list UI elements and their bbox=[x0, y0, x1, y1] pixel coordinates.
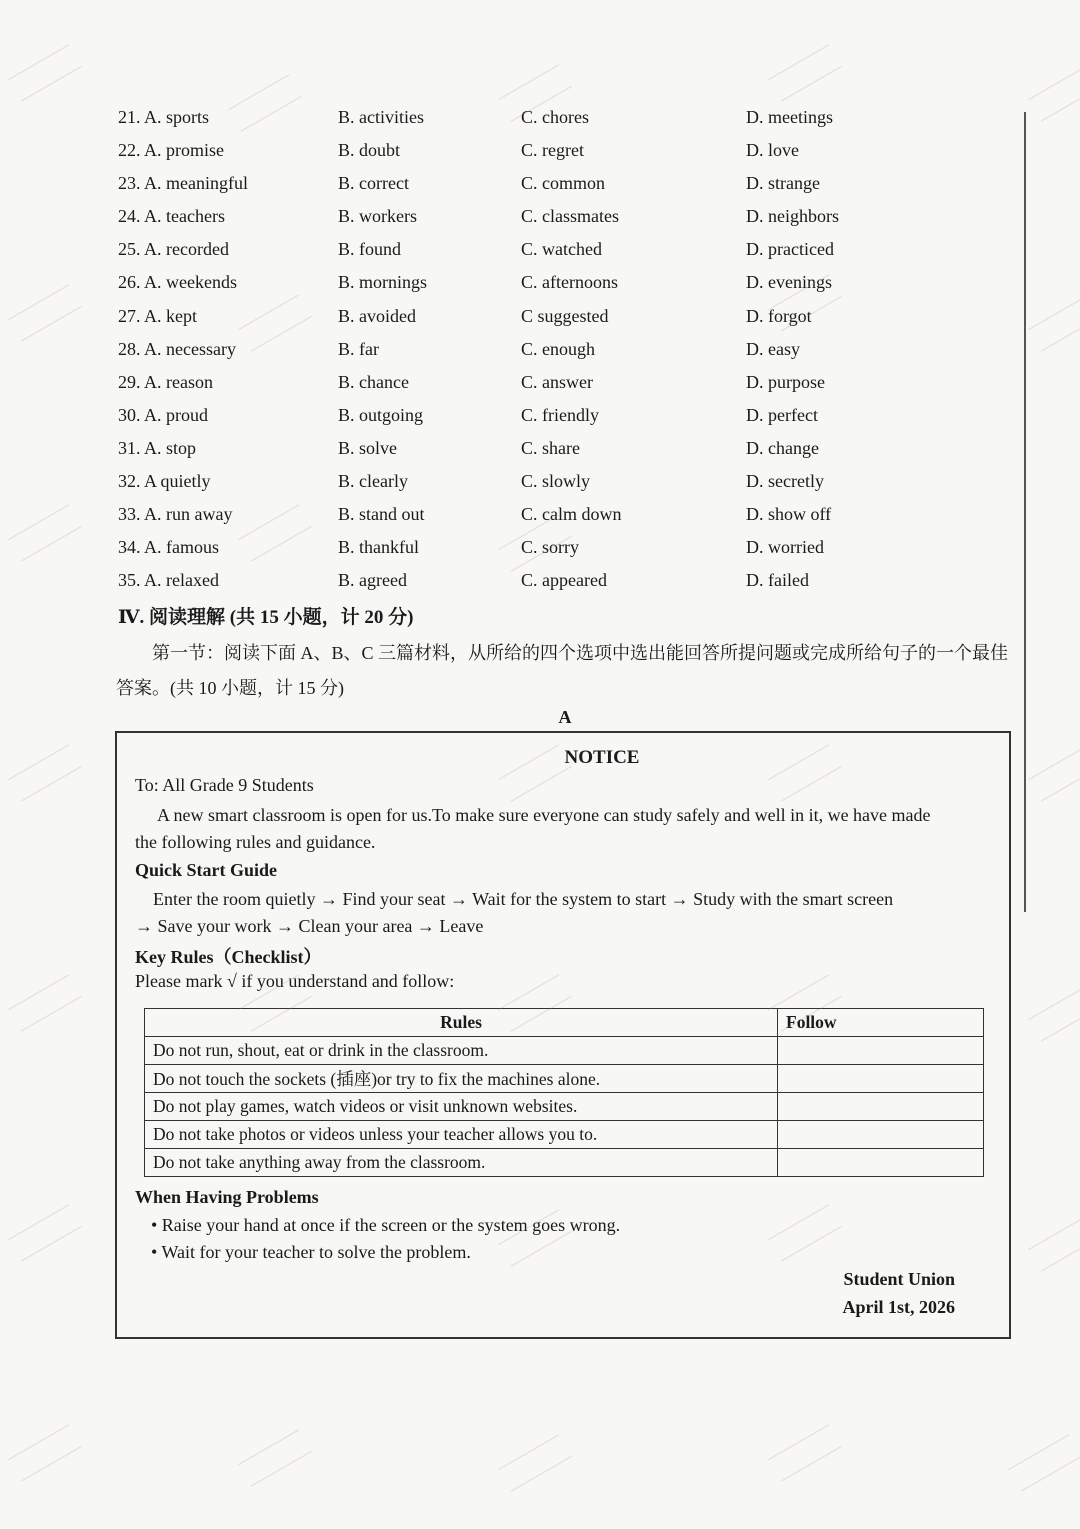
option-row bbox=[118, 203, 1018, 236]
follow-checkbox-cell[interactable] bbox=[778, 1093, 984, 1121]
signature: Student Union bbox=[843, 1269, 955, 1289]
follow-checkbox-cell[interactable] bbox=[778, 1149, 984, 1177]
options-list bbox=[118, 104, 1018, 600]
margin-line bbox=[1024, 112, 1026, 912]
option-row bbox=[118, 402, 1018, 435]
rule-cell: Do not take photos or videos unless your teacher allows you to. bbox=[145, 1121, 778, 1149]
option-a: 34. A. famous bbox=[118, 537, 219, 558]
option-c: C. sorry bbox=[521, 537, 579, 558]
option-c: C. afternoons bbox=[521, 272, 618, 293]
option-a: 22. A. promise bbox=[118, 140, 224, 161]
watermark bbox=[1028, 294, 1080, 352]
option-a: 27. A. kept bbox=[118, 305, 197, 326]
option-b: B. stand out bbox=[338, 504, 425, 525]
section-instruction: 第一节：阅读下面 A、B、C 三篇材料，从所给的四个选项中选出能回答所提问题或完成所给句子的一个最佳答案。(共 10 小题，计 15 分) bbox=[116, 643, 1009, 698]
option-d: D. show off bbox=[746, 504, 832, 525]
watermark bbox=[1008, 1434, 1080, 1492]
problem-item: • Raise your hand at once if the screen or the system goes wrong. bbox=[151, 1215, 621, 1235]
rules-table bbox=[144, 1008, 984, 1177]
option-a: 30. A. proud bbox=[118, 404, 208, 425]
watermark bbox=[8, 44, 82, 102]
section-title: Ⅳ. 阅读理解 (共 15 小题，计 20 分) bbox=[118, 607, 414, 628]
option-c: C. answer bbox=[521, 371, 593, 392]
option-b: B. workers bbox=[338, 206, 417, 227]
option-a: 33. A. run away bbox=[118, 504, 233, 525]
option-row bbox=[118, 269, 1018, 302]
follow-checkbox-cell[interactable] bbox=[778, 1037, 984, 1065]
option-c: C. classmates bbox=[521, 206, 619, 227]
quick-start-title: Quick Start Guide bbox=[135, 860, 278, 880]
option-c: C. watched bbox=[521, 239, 602, 260]
watermark bbox=[8, 284, 82, 342]
option-d: D. meetings bbox=[746, 107, 833, 127]
option-c: C. chores bbox=[521, 107, 589, 127]
option-a: 26. A. weekends bbox=[118, 272, 237, 293]
option-a: 25. A. recorded bbox=[118, 239, 229, 260]
option-c: C. calm down bbox=[521, 504, 622, 525]
option-a: 32. A quietly bbox=[118, 471, 211, 492]
option-row bbox=[118, 170, 1018, 203]
notice-intro-line2: the following rules and guidance. bbox=[135, 832, 376, 852]
quick-start-line1: Enter the room quietly → Find your seat → Wait for the system to start → Study with the smart screen bbox=[153, 889, 894, 909]
option-c: C. common bbox=[521, 173, 605, 194]
option-c: C. friendly bbox=[521, 404, 599, 425]
option-d: D. evenings bbox=[746, 272, 832, 293]
notice-box bbox=[115, 731, 1011, 1339]
notice-date: April 1st, 2026 bbox=[842, 1297, 955, 1317]
table-row bbox=[145, 1065, 984, 1093]
option-b: B. chance bbox=[338, 371, 409, 392]
watermark bbox=[8, 744, 82, 802]
option-d: D. secretly bbox=[746, 471, 824, 492]
option-b: B. outgoing bbox=[338, 404, 424, 425]
option-b: B. activities bbox=[338, 107, 424, 127]
notice-to: To: All Grade 9 Students bbox=[135, 775, 314, 795]
option-d: D. love bbox=[746, 140, 799, 161]
option-b: B. found bbox=[338, 239, 401, 260]
watermark bbox=[1028, 64, 1080, 122]
watermark bbox=[1028, 984, 1080, 1042]
option-a: 28. A. necessary bbox=[118, 338, 236, 359]
option-row bbox=[118, 468, 1018, 501]
option-d: D. neighbors bbox=[746, 206, 839, 227]
option-a: 23. A. meaningful bbox=[118, 173, 248, 194]
option-c: C. slowly bbox=[521, 471, 591, 492]
rule-cell: Do not touch the sockets (插座)or try to fix the machines alone. bbox=[145, 1065, 778, 1093]
problem-item: • Wait for your teacher to solve the problem. bbox=[151, 1242, 471, 1262]
follow-checkbox-cell[interactable] bbox=[778, 1065, 984, 1093]
option-b: B. doubt bbox=[338, 140, 401, 161]
option-b: B. agreed bbox=[338, 570, 407, 591]
notice-title: NOTICE bbox=[564, 747, 640, 768]
watermark bbox=[8, 504, 82, 562]
option-b: B. solve bbox=[338, 437, 398, 458]
option-c: C. share bbox=[521, 437, 580, 458]
watermark bbox=[238, 1429, 312, 1487]
watermark bbox=[8, 1424, 82, 1482]
option-d: D. strange bbox=[746, 173, 820, 194]
option-row bbox=[118, 236, 1018, 269]
key-rules-title: Key Rules（Checklist） bbox=[135, 947, 322, 967]
option-row bbox=[118, 435, 1018, 468]
rule-cell: Do not play games, watch videos or visit unknown websites. bbox=[145, 1093, 778, 1121]
rule-cell: Do not run, shout, eat or drink in the classroom. bbox=[145, 1037, 778, 1065]
option-d: D. practiced bbox=[746, 239, 834, 260]
option-a: 21. A. sports bbox=[118, 107, 210, 127]
option-a: 24. A. teachers bbox=[118, 206, 225, 227]
passage-letter: A bbox=[558, 707, 572, 727]
option-b: B. avoided bbox=[338, 305, 416, 326]
follow-checkbox-cell[interactable] bbox=[778, 1121, 984, 1149]
rule-cell: Do not take anything away from the classroom. bbox=[145, 1149, 778, 1177]
option-row bbox=[118, 567, 1018, 600]
watermark bbox=[768, 44, 842, 102]
option-a: 31. A. stop bbox=[118, 437, 197, 458]
option-b: B. correct bbox=[338, 173, 409, 194]
option-c: C. regret bbox=[521, 140, 584, 161]
table-row bbox=[145, 1121, 984, 1149]
option-d: D. forgot bbox=[746, 305, 812, 326]
table-row bbox=[145, 1037, 984, 1065]
watermark bbox=[768, 1424, 842, 1482]
quick-start-line2: → Save your work → Clean your area → Leave bbox=[135, 916, 484, 936]
option-c: C. appeared bbox=[521, 570, 607, 591]
watermark bbox=[1028, 1214, 1080, 1272]
problems-title: When Having Problems bbox=[135, 1187, 319, 1207]
watermark bbox=[8, 974, 82, 1032]
option-a: 35. A. relaxed bbox=[118, 570, 219, 591]
option-row bbox=[118, 369, 1018, 402]
option-c: C suggested bbox=[521, 305, 609, 326]
option-d: D. purpose bbox=[746, 371, 825, 392]
watermark bbox=[8, 1204, 82, 1262]
option-d: D. worried bbox=[746, 537, 824, 558]
option-d: D. change bbox=[746, 437, 819, 458]
option-c: C. enough bbox=[521, 338, 595, 359]
option-b: B. far bbox=[338, 338, 379, 359]
rules-header: Rules bbox=[145, 1009, 778, 1037]
table-row bbox=[145, 1149, 984, 1177]
mark-instruction: Please mark √ if you understand and follow: bbox=[135, 971, 455, 991]
option-row bbox=[118, 137, 1018, 170]
option-d: D. easy bbox=[746, 338, 800, 359]
notice-intro-line1: A new smart classroom is open for us.To make sure everyone can study safely and well in it, we have made bbox=[157, 805, 931, 825]
option-a: 29. A. reason bbox=[118, 371, 213, 392]
option-b: B. mornings bbox=[338, 272, 428, 293]
option-b: B. clearly bbox=[338, 471, 408, 492]
option-d: D. failed bbox=[746, 570, 809, 591]
option-b: B. thankful bbox=[338, 537, 419, 558]
follow-header: Follow bbox=[778, 1009, 984, 1037]
table-row bbox=[145, 1093, 984, 1121]
watermark bbox=[498, 1434, 572, 1492]
option-d: D. perfect bbox=[746, 404, 818, 425]
